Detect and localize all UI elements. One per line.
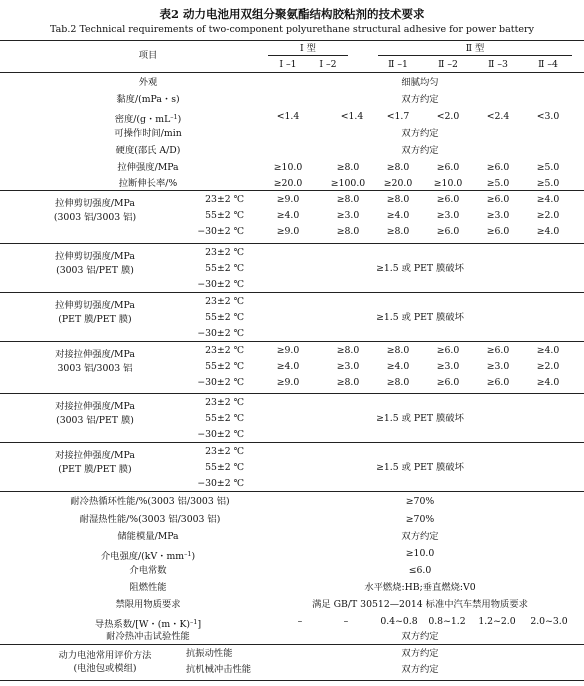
elongation-value: ≥5.0 (486, 178, 510, 189)
group-label: 拉伸剪切强度/MPa (55, 300, 135, 311)
row-label-vibration: 抗振动性能 (186, 648, 233, 659)
density-value: <1.4 (276, 111, 300, 122)
group-value: ≥8.0 (386, 226, 410, 237)
group-value: ≥9.0 (276, 226, 300, 237)
row-value-viscosity: 双方约定 (401, 94, 439, 105)
group-value: ≥6.0 (436, 226, 460, 237)
group-value: ≥4.0 (536, 377, 560, 388)
tensile-value: ≥6.0 (486, 162, 510, 173)
row-label-viscosity: 黏度/(mPa・s) (116, 94, 180, 105)
group-separator (0, 393, 584, 394)
row-label-appearance: 外观 (138, 77, 158, 88)
header-sub: Ⅱ –1 (388, 59, 408, 70)
density-value: <2.4 (486, 111, 510, 122)
group-value: ≥2.0 (536, 361, 560, 372)
group-value: ≥9.0 (276, 194, 300, 205)
conductivity-value: 0.4~0.8 (380, 616, 418, 627)
density-value: <2.0 (436, 111, 460, 122)
temperature-label: 55±2 ℃ (205, 263, 244, 274)
temperature-label: 55±2 ℃ (205, 210, 244, 221)
group-value: ≥3.0 (486, 210, 510, 221)
group-value: ≥9.0 (276, 377, 300, 388)
temperature-label: 23±2 ℃ (205, 397, 244, 408)
header-type1: Ⅰ 型 (300, 43, 316, 54)
row-label-storage-modulus: 储能模量/MPa (117, 531, 179, 542)
row-value-dielectric-strength: ≥10.0 (405, 548, 435, 559)
temperature-label: −30±2 ℃ (197, 226, 244, 237)
group-label-sub: (PET 膜/PET 膜) (58, 464, 132, 475)
tensile-value: ≥10.0 (273, 162, 303, 173)
density-value: <1.7 (386, 111, 410, 122)
row-label-dielectric-constant: 介电常数 (129, 565, 167, 576)
group-label-sub: (3003 铝/3003 铝) (53, 212, 137, 223)
group-value: ≥6.0 (436, 345, 460, 356)
row-label-damp-heat: 耐湿热性能/%(3003 铝/3003 铝) (79, 514, 221, 525)
elongation-value: ≥10.0 (433, 178, 463, 189)
group-value: ≥3.0 (486, 361, 510, 372)
bottom-rule (0, 680, 584, 681)
row-label-elongation: 拉断伸长率/% (118, 178, 178, 189)
temperature-label: 23±2 ℃ (205, 345, 244, 356)
group-value: ≥8.0 (386, 194, 410, 205)
elongation-value: ≥100.0 (330, 178, 366, 189)
row-value-appearance: 细腻均匀 (401, 77, 439, 88)
temperature-label: 55±2 ℃ (205, 462, 244, 473)
group-separator (0, 491, 584, 492)
group-label: 拉伸剪切强度/MPa (55, 251, 135, 262)
temperature-label: 23±2 ℃ (205, 446, 244, 457)
group-separator (0, 341, 584, 342)
group-value: ≥8.0 (386, 345, 410, 356)
temperature-label: 55±2 ℃ (205, 312, 244, 323)
row-label-mech-shock: 抗机械冲击性能 (186, 664, 252, 675)
group-merged-value: ≥1.5 或 PET 膜破坏 (376, 312, 464, 323)
conductivity-value: 1.2~2.0 (478, 616, 516, 627)
row-label-pot-life: 可操作时间/min (114, 128, 182, 139)
header-item: 项目 (138, 50, 158, 61)
temperature-label: 55±2 ℃ (205, 361, 244, 372)
group-label: 对接拉伸强度/MPa (55, 450, 135, 461)
elongation-value: ≥20.0 (273, 178, 303, 189)
temperature-label: 23±2 ℃ (205, 296, 244, 307)
row-value-vibration: 双方约定 (401, 648, 439, 659)
group-merged-value: ≥1.5 或 PET 膜破坏 (376, 413, 464, 424)
group-value: ≥4.0 (536, 226, 560, 237)
group-value: ≥6.0 (486, 226, 510, 237)
row-label-flame: 阻燃性能 (129, 582, 167, 593)
row-value-dielectric-constant: ≤6.0 (408, 565, 432, 576)
group-separator (0, 292, 584, 293)
row-label-thermal-cycle: 耐冷热循环性能/%(3003 铝/3003 铝) (70, 496, 230, 507)
tensile-value: ≥8.0 (386, 162, 410, 173)
group-separator (0, 190, 584, 191)
density-value: <3.0 (536, 111, 560, 122)
header-rule (0, 72, 584, 73)
temperature-label: 23±2 ℃ (205, 194, 244, 205)
group-value: ≥4.0 (386, 361, 410, 372)
temperature-label: −30±2 ℃ (197, 279, 244, 290)
header-sub: Ⅱ –2 (438, 59, 458, 70)
group-label-sub: (PET 膜/PET 膜) (58, 314, 132, 325)
group-value: ≥9.0 (276, 345, 300, 356)
table-caption-en: Tab.2 Technical requirements of two-component polyurethane structural adhesive for power battery (50, 24, 534, 35)
row-value-hardness: 双方约定 (401, 145, 439, 156)
group-value: ≥6.0 (436, 194, 460, 205)
group-separator (0, 644, 584, 645)
header-sub: Ⅰ –1 (279, 59, 297, 70)
row-label-conductivity: 导热系数/[W・(m・K)$^{-1}$] (94, 618, 202, 630)
row-value-mech-shock: 双方约定 (401, 664, 439, 675)
type1-underline (268, 55, 348, 56)
temperature-label: −30±2 ℃ (197, 377, 244, 388)
group-value: ≥2.0 (536, 210, 560, 221)
group-label-sub: (3003 铝/PET 膜) (56, 415, 134, 426)
group-value: ≥3.0 (336, 361, 360, 372)
row-value-damp-heat: ≥70% (405, 514, 435, 525)
group-value: ≥6.0 (486, 377, 510, 388)
group-label-sub: 3003 铝/3003 铝 (57, 363, 133, 374)
temperature-label: −30±2 ℃ (197, 328, 244, 339)
temperature-label: 23±2 ℃ (205, 247, 244, 258)
battery-label-sub: (电池包或模组) (73, 663, 137, 674)
group-value: ≥3.0 (336, 210, 360, 221)
group-value: ≥3.0 (436, 361, 460, 372)
group-value: ≥6.0 (486, 345, 510, 356)
type2-underline (378, 55, 572, 56)
group-value: ≥8.0 (336, 345, 360, 356)
group-value: ≥6.0 (436, 377, 460, 388)
group-value: ≥8.0 (386, 377, 410, 388)
conductivity-value: – (343, 616, 349, 627)
group-value: ≥6.0 (486, 194, 510, 205)
group-separator (0, 442, 584, 443)
row-label-density: 密度/(g・$mL^{-1}$) (114, 113, 182, 125)
group-value: ≥8.0 (336, 194, 360, 205)
elongation-value: ≥20.0 (383, 178, 413, 189)
row-value-restricted: 满足 GB/T 30512—2014 标准中汽车禁用物质要求 (312, 599, 528, 610)
conductivity-value: 2.0~3.0 (530, 616, 568, 627)
group-value: ≥4.0 (276, 361, 300, 372)
group-value: ≥4.0 (386, 210, 410, 221)
row-label-thermal-shock: 耐冷热冲击试验性能 (106, 631, 190, 642)
row-label-tensile-strength: 拉伸强度/MPa (117, 162, 179, 173)
conductivity-value: – (297, 616, 303, 627)
table-caption-cn: 表2 动力电池用双组分聚氨酯结构胶粘剂的技术要求 (159, 7, 425, 21)
group-value: ≥4.0 (536, 345, 560, 356)
group-label: 对接拉伸强度/MPa (55, 349, 135, 360)
row-value-storage-modulus: 双方约定 (401, 531, 439, 542)
header-sub: Ⅰ –2 (319, 59, 337, 70)
battery-label: 动力电池常用评价方法 (58, 650, 152, 661)
top-rule (0, 40, 584, 41)
group-value: ≥8.0 (336, 377, 360, 388)
density-value: <1.4 (340, 111, 364, 122)
group-value: ≥8.0 (336, 226, 360, 237)
row-label-dielectric-strength: 介电强度/(kV・$mm^{-1}$) (100, 550, 196, 562)
group-label: 拉伸剪切强度/MPa (55, 198, 135, 209)
elongation-value: ≥5.0 (536, 178, 560, 189)
temperature-label: −30±2 ℃ (197, 429, 244, 440)
tensile-value: ≥6.0 (436, 162, 460, 173)
group-value: ≥4.0 (536, 194, 560, 205)
row-value-pot-life: 双方约定 (401, 128, 439, 139)
tensile-value: ≥8.0 (336, 162, 360, 173)
group-value: ≥4.0 (276, 210, 300, 221)
group-value: ≥3.0 (436, 210, 460, 221)
temperature-label: −30±2 ℃ (197, 478, 244, 489)
row-label-hardness: 硬度(邵氏 A/D) (115, 145, 181, 156)
header-type2: Ⅱ 型 (465, 43, 485, 54)
group-label-sub: (3003 铝/PET 膜) (56, 265, 134, 276)
group-merged-value: ≥1.5 或 PET 膜破坏 (376, 263, 464, 274)
row-value-thermal-shock: 双方约定 (401, 631, 439, 642)
header-sub: Ⅱ –4 (538, 59, 558, 70)
group-separator (0, 243, 584, 244)
tensile-value: ≥5.0 (536, 162, 560, 173)
group-label: 对接拉伸强度/MPa (55, 401, 135, 412)
temperature-label: 55±2 ℃ (205, 413, 244, 424)
row-value-flame: 水平燃烧:HB;垂直燃烧:V0 (364, 582, 476, 593)
row-label-restricted: 禁限用物质要求 (115, 599, 181, 610)
header-sub: Ⅱ –3 (488, 59, 508, 70)
conductivity-value: 0.8~1.2 (428, 616, 466, 627)
row-value-thermal-cycle: ≥70% (405, 496, 435, 507)
group-merged-value: ≥1.5 或 PET 膜破坏 (376, 462, 464, 473)
